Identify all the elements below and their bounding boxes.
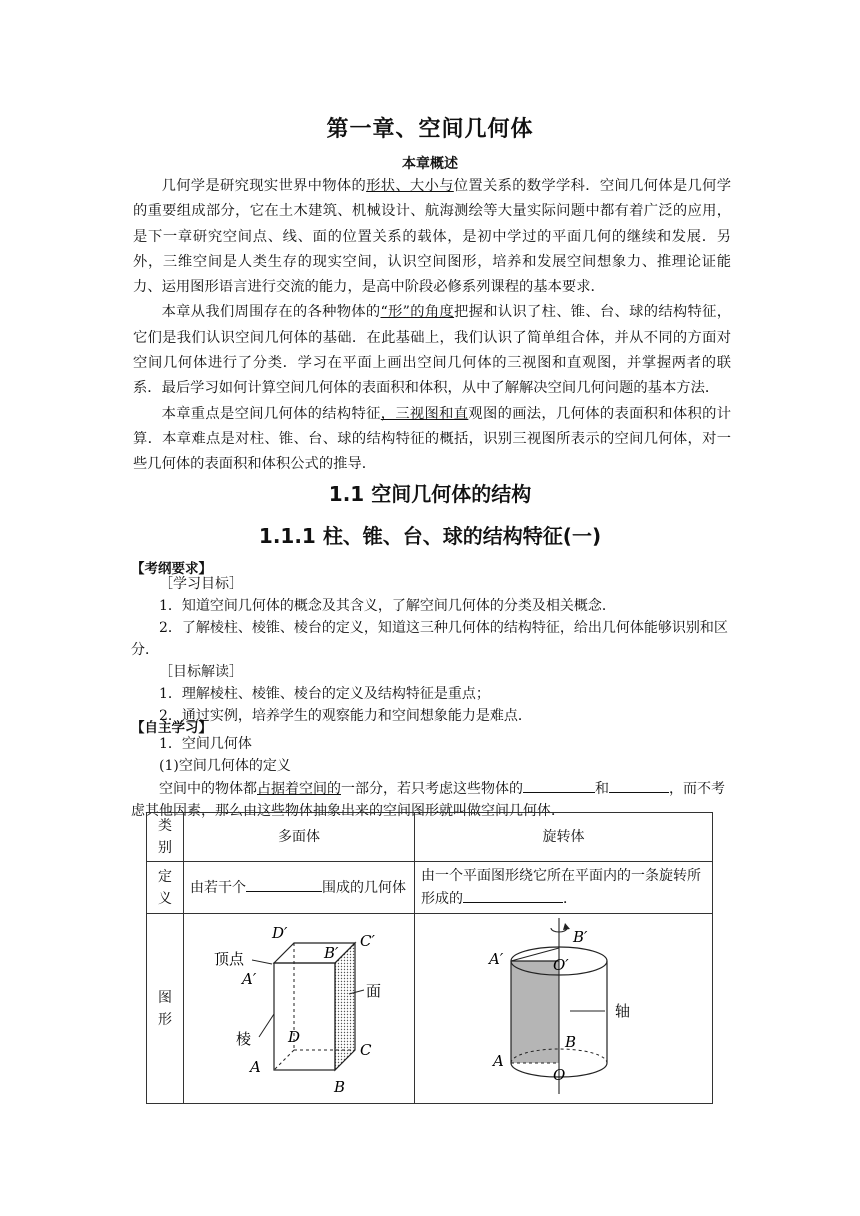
item-1: 1．空间几何体 xyxy=(159,736,252,752)
classification-table xyxy=(146,812,713,1104)
vertex-A: A xyxy=(250,1058,261,1076)
edge-pointer xyxy=(259,1014,274,1037)
vertex-C-prime: C′ xyxy=(360,932,375,950)
point-A-prime: A′ xyxy=(489,950,504,968)
label-vertex: 顶点 xyxy=(214,950,245,968)
goals-label: ［学习目标］ xyxy=(159,576,243,592)
row-label-definition: 定义 xyxy=(147,862,184,914)
vertex-B-prime: B′ xyxy=(324,944,339,962)
chapter-title: 第一章、空间几何体 xyxy=(326,117,534,142)
subsection-title: 1.1.1 柱、锥、台、球的结构特征(一) xyxy=(258,524,602,548)
point-B: B xyxy=(565,1033,577,1051)
polyhedron-figure-cell xyxy=(184,914,415,1104)
rotation-figure-cell xyxy=(415,914,713,1104)
overview-paragraph-1: 几何学是研究现实世界中物体的形状、大小与位置关系的数学学科．空间几何体是几何学的重要组成部分，它在土木建筑、机械设计、航海测绘等大量实际问题中都有着广泛的应用，是下一章研究空间点、线、面的位置关系的载体，是初中学过的平面几何的继续和发展．另外，三维空间是人类生存的现实空间，认识空间图形，培养和发展空间想象力、推理论证能力、运用图形语言进行交流的能力，是高中阶段必修系列课程的基本要求． xyxy=(133,178,732,296)
kaogang-content xyxy=(131,573,731,727)
goal-1: 1．知道空间几何体的概念及其含义，了解空间几何体的分类及相关概念． xyxy=(159,598,616,614)
point-A: A xyxy=(493,1052,504,1070)
point-B-prime: B′ xyxy=(573,928,588,946)
header-category: 类别 xyxy=(147,813,184,862)
rectangle-shading xyxy=(511,961,559,1063)
overview-text xyxy=(133,174,731,478)
row-label-figure: 图形 xyxy=(147,914,184,1104)
goal-2: 2．了解棱柱、棱锥、棱台的定义，知道这三种几何体的结构特征，给出几何体能够识别和区分． xyxy=(131,620,728,658)
interp-2: 2．通过实例，培养学生的观察能力和空间想象能力是难点． xyxy=(159,708,532,724)
kaogang-heading: 【考纲要求】 xyxy=(131,561,212,577)
radius-line xyxy=(511,948,559,961)
vertex-pointer xyxy=(252,960,272,964)
blank-1[interactable] xyxy=(523,777,595,793)
vertex-D: D xyxy=(288,1028,301,1046)
header-rotation-body: 旋转体 xyxy=(415,813,713,862)
zizhu-heading: 【自主学习】 xyxy=(131,720,212,736)
overview-paragraph-2: 本章从我们周围存在的各种物体的“形”的角度把握和认识了柱、锥、台、球的结构特征，它们是我们认识空间几何体的基础．在此基础上，我们认识了简单组合体，并从不同的方面对空间几何体进行了分类．学习在平面上画出空间几何体的三视图和直观图，并掌握两者的联系．最后学习如何计算空间几何体的表面积和体积，从中了解解决空间几何问题的基本方法． xyxy=(133,304,731,397)
blank-4[interactable] xyxy=(463,887,563,903)
hidden-edge xyxy=(274,1050,294,1070)
cuboid-figure xyxy=(184,914,414,1096)
front-face xyxy=(274,963,335,1070)
blank-3[interactable] xyxy=(246,876,322,892)
point-O: O xyxy=(553,1066,566,1084)
blank-2[interactable] xyxy=(609,777,669,793)
definition-text: 空间中的物体都占据着空间的一部分，若只考虑这些物体的 和 ，而不考虑其他因素，那么由这些物体抽象出来的空间图形就叫做空间几何体． xyxy=(131,777,731,822)
polyhedron-definition: 由若干个 围成的几何体 xyxy=(184,862,415,914)
vertex-A-prime: A′ xyxy=(242,970,257,988)
face-shading xyxy=(335,943,355,1070)
label-axis: 轴 xyxy=(615,1002,631,1020)
cylinder-figure xyxy=(415,914,711,1096)
rotation-definition: 由一个平面图形绕它所在平面内的一条旋转所形成的 ． xyxy=(415,862,713,914)
vertex-B: B xyxy=(334,1078,346,1096)
interp-1: 1．理解棱柱、棱锥、棱台的定义及结构特征是重点； xyxy=(159,686,490,702)
overview-heading: 本章概述 xyxy=(402,156,458,172)
item-1-1: (1)空间几何体的定义 xyxy=(159,758,291,774)
vertex-C: C xyxy=(360,1041,372,1059)
overview-paragraph-3: 本章重点是空间几何体的结构特征，三视图和直观图的画法，几何体的表面积和体积的计算．本章难点是对柱、锥、台、球的结构特征的概括，识别三视图所表示的空间几何体，对一些几何体的表面积和体积公式的推导． xyxy=(133,405,732,473)
rotation-arrowhead xyxy=(563,923,570,930)
point-O-prime: O′ xyxy=(553,956,569,974)
section-title: 1.1 空间几何体的结构 xyxy=(328,482,532,506)
label-edge: 棱 xyxy=(236,1030,252,1048)
label-face: 面 xyxy=(366,982,382,1000)
header-polyhedron: 多面体 xyxy=(184,813,415,862)
vertex-D-prime: D′ xyxy=(272,924,288,942)
interp-label: ［目标解读］ xyxy=(159,664,243,680)
zizhu-content xyxy=(131,733,731,822)
